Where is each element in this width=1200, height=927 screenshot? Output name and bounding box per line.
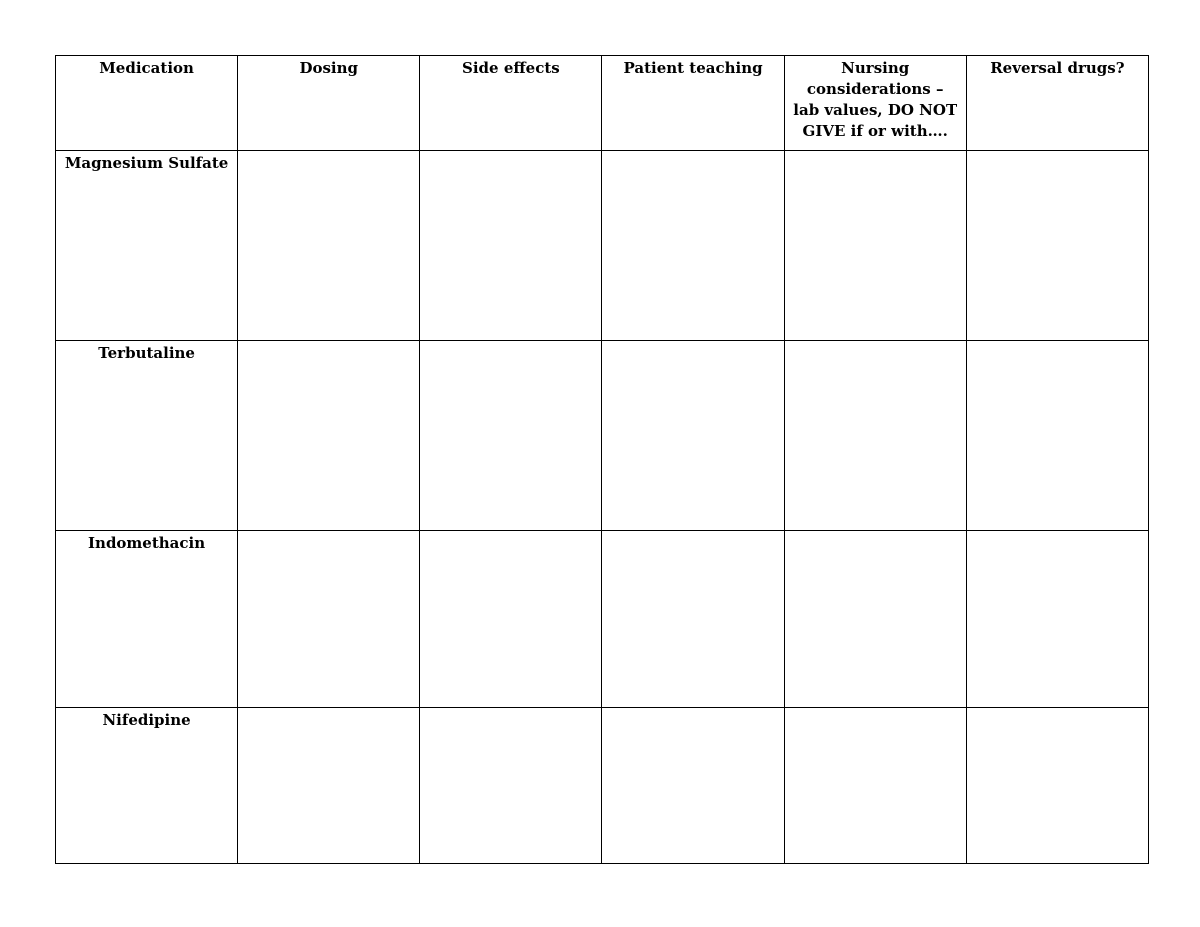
nursing-considerations-cell[interactable] bbox=[784, 151, 966, 341]
header-row bbox=[56, 56, 1149, 151]
table-row bbox=[56, 531, 1149, 708]
reversal-drugs-cell[interactable] bbox=[966, 708, 1148, 864]
patient-teaching-cell[interactable] bbox=[602, 151, 784, 341]
table-row bbox=[56, 341, 1149, 531]
reversal-drugs-cell[interactable] bbox=[966, 151, 1148, 341]
header-cell-patient-teaching bbox=[602, 56, 784, 151]
side-effects-cell[interactable] bbox=[420, 341, 602, 531]
dosing-cell[interactable] bbox=[238, 151, 420, 341]
header-cell-dosing bbox=[238, 56, 420, 151]
header-cell-reversal-drugs bbox=[966, 56, 1148, 151]
patient-teaching-cell[interactable] bbox=[602, 531, 784, 708]
medication-cell bbox=[56, 531, 238, 708]
nursing-considerations-cell[interactable] bbox=[784, 531, 966, 708]
header-cell-nursing-considerations bbox=[784, 56, 966, 151]
patient-teaching-cell[interactable] bbox=[602, 708, 784, 864]
medication-name: Indomethacin bbox=[88, 534, 206, 552]
patient-teaching-cell[interactable] bbox=[602, 341, 784, 531]
nursing-considerations-cell[interactable] bbox=[784, 341, 966, 531]
reversal-drugs-cell[interactable] bbox=[966, 531, 1148, 708]
dosing-cell[interactable] bbox=[238, 708, 420, 864]
medication-cell bbox=[56, 708, 238, 864]
medication-name: Nifedipine bbox=[102, 711, 191, 729]
dosing-cell[interactable] bbox=[238, 531, 420, 708]
header-label: Medication bbox=[99, 59, 194, 77]
reversal-drugs-cell[interactable] bbox=[966, 341, 1148, 531]
medication-name: Magnesium Sulfate bbox=[64, 154, 229, 172]
table-row bbox=[56, 151, 1149, 341]
side-effects-cell[interactable] bbox=[420, 531, 602, 708]
header-label: Patient teaching bbox=[623, 59, 763, 77]
medication-table bbox=[55, 55, 1149, 864]
header-label: Reversal drugs? bbox=[990, 59, 1125, 77]
side-effects-cell[interactable] bbox=[420, 151, 602, 341]
dosing-cell[interactable] bbox=[238, 341, 420, 531]
header-label: Side effects bbox=[462, 59, 560, 77]
header-label: Dosing bbox=[299, 59, 359, 77]
side-effects-cell[interactable] bbox=[420, 708, 602, 864]
nursing-considerations-cell[interactable] bbox=[784, 708, 966, 864]
header-cell-medication bbox=[56, 56, 238, 151]
header-cell-side-effects bbox=[420, 56, 602, 151]
medication-cell bbox=[56, 341, 238, 531]
header-label: Nursing considerations – lab values, DO NOT GIVE if or with…. bbox=[793, 59, 958, 140]
medication-cell bbox=[56, 151, 238, 341]
medication-name: Terbutaline bbox=[98, 344, 195, 362]
table-row bbox=[56, 708, 1149, 864]
